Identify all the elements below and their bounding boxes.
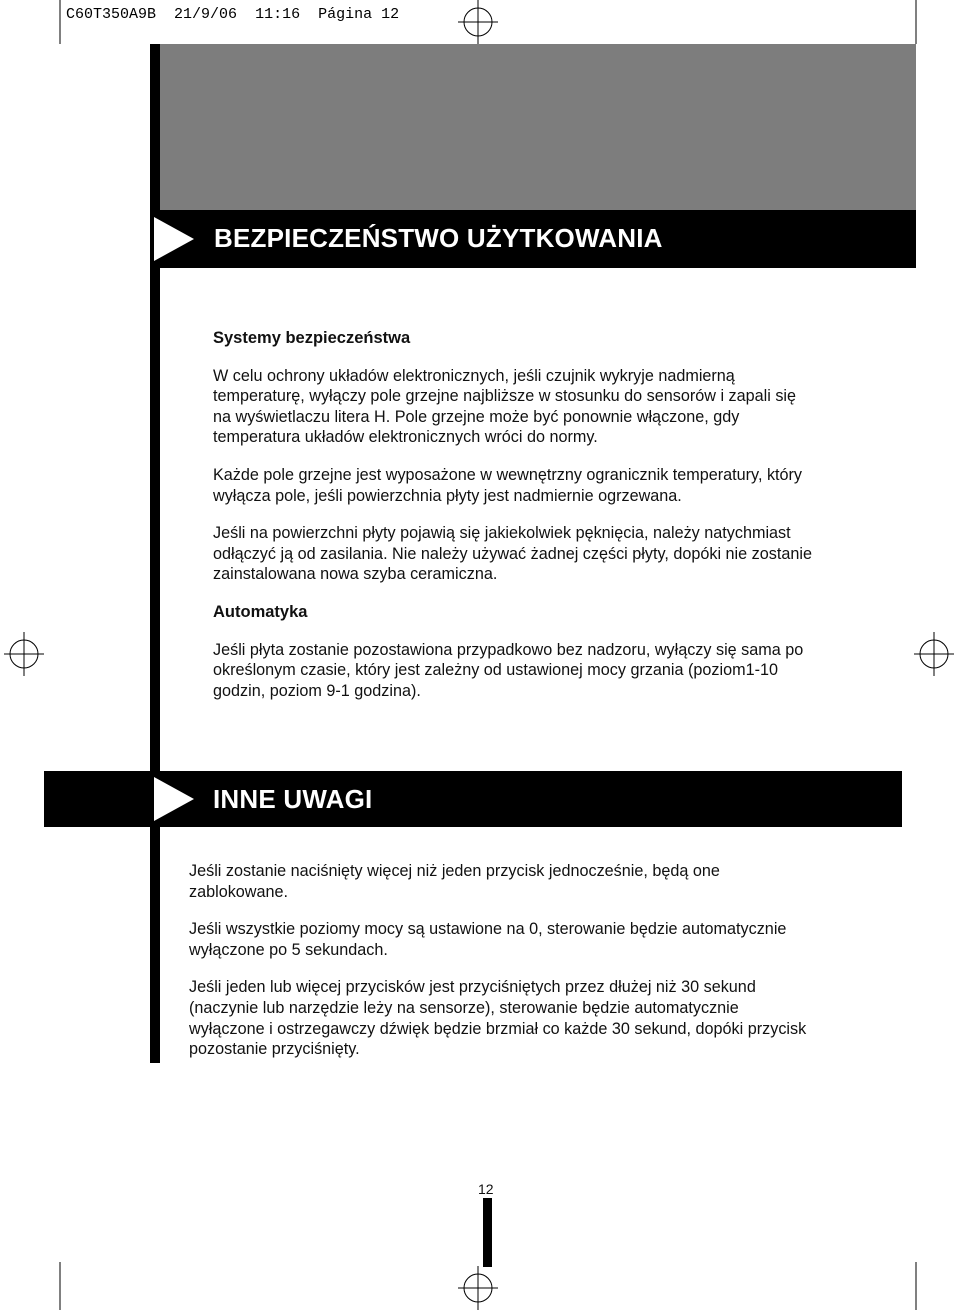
section-body-safety — [213, 328, 813, 718]
slug-time: 11:16 — [255, 6, 301, 23]
registration-mark-icon — [4, 632, 44, 676]
paragraph: Jeśli płyta zostanie pozostawiona przypadkowo bez nadzoru, wyłączy się sama po określonym czasie, który jest zależny od ustawionej mocy grzania (poziom1-10 godzin, poziom 9-1 godzina). — [213, 640, 804, 700]
paragraph: Jeśli wszystkie poziomy mocy są ustawione na 0, sterowanie będzie automatycznie wyłączone po 5 sekundach. — [189, 920, 787, 959]
registration-mark-icon — [458, 1266, 498, 1310]
paragraph: W celu ochrony układów elektronicznych, jeśli czujnik wykryje nadmierną temperaturę, wyłączy pole grzejne najbliższe w stosunku do sensorów i zapali się na wyświetlaczu litera H. Pole grzejne może być ponownie włączone, gdy temperatura układów elektronicznych wróci do normy. — [213, 366, 797, 447]
subheading-safety-systems: Systemy bezpieczeństwa — [213, 329, 411, 347]
registration-mark-icon — [914, 632, 954, 676]
section-banner-safety — [150, 210, 916, 268]
page-number: 12 — [478, 1181, 494, 1197]
subheading-automation: Automatyka — [213, 602, 308, 621]
registration-mark-icon — [458, 0, 498, 44]
paragraph: Jeśli zostanie naciśnięty więcej niż jeden przycisk jednocześnie, będą one zablokowane. — [189, 862, 720, 901]
left-vertical-bar — [150, 44, 160, 1063]
section-title-other: INNE UWAGI — [213, 784, 373, 814]
section-body-other — [189, 861, 811, 1077]
slug-code: C60T350A9B — [66, 6, 157, 23]
section-title-safety: BEZPIECZEŃSTWO UŻYTKOWANIA — [214, 223, 663, 253]
slug-page: Página 12 — [318, 6, 400, 23]
play-triangle-icon — [154, 217, 194, 261]
footer-bar — [483, 1198, 492, 1267]
slug-date: 21/9/06 — [174, 6, 238, 23]
section-banner-other — [44, 771, 902, 827]
paragraph: Jeśli na powierzchni płyty pojawią się jakiekolwiek pęknięcia, należy natychmiast odłączyć ją od zasilania. Nie należy używać żadnej części płyty, dopóki nie zostanie zainstalowana nowa szyba ceramiczna. — [213, 524, 812, 584]
play-triangle-icon — [154, 777, 194, 821]
paragraph: Jeśli jeden lub więcej przycisków jest przyciśniętych przez dłużej niż 30 sekund (naczynie lub narzędzie leży na sensorze), sterowanie będzie automatycznie wyłączone i ostrzegawczy dźwięk będzie brzmiał co każde 30 sekund, dopóki przycisk pozostanie przyciśnięty. — [189, 978, 807, 1059]
paragraph: Każde pole grzejne jest wyposażone w wewnętrzny ogranicznik temperatury, który wyłącza pole, jeśli powierzchnia płyty jest nadmiernie ogrzewana. — [213, 465, 803, 505]
